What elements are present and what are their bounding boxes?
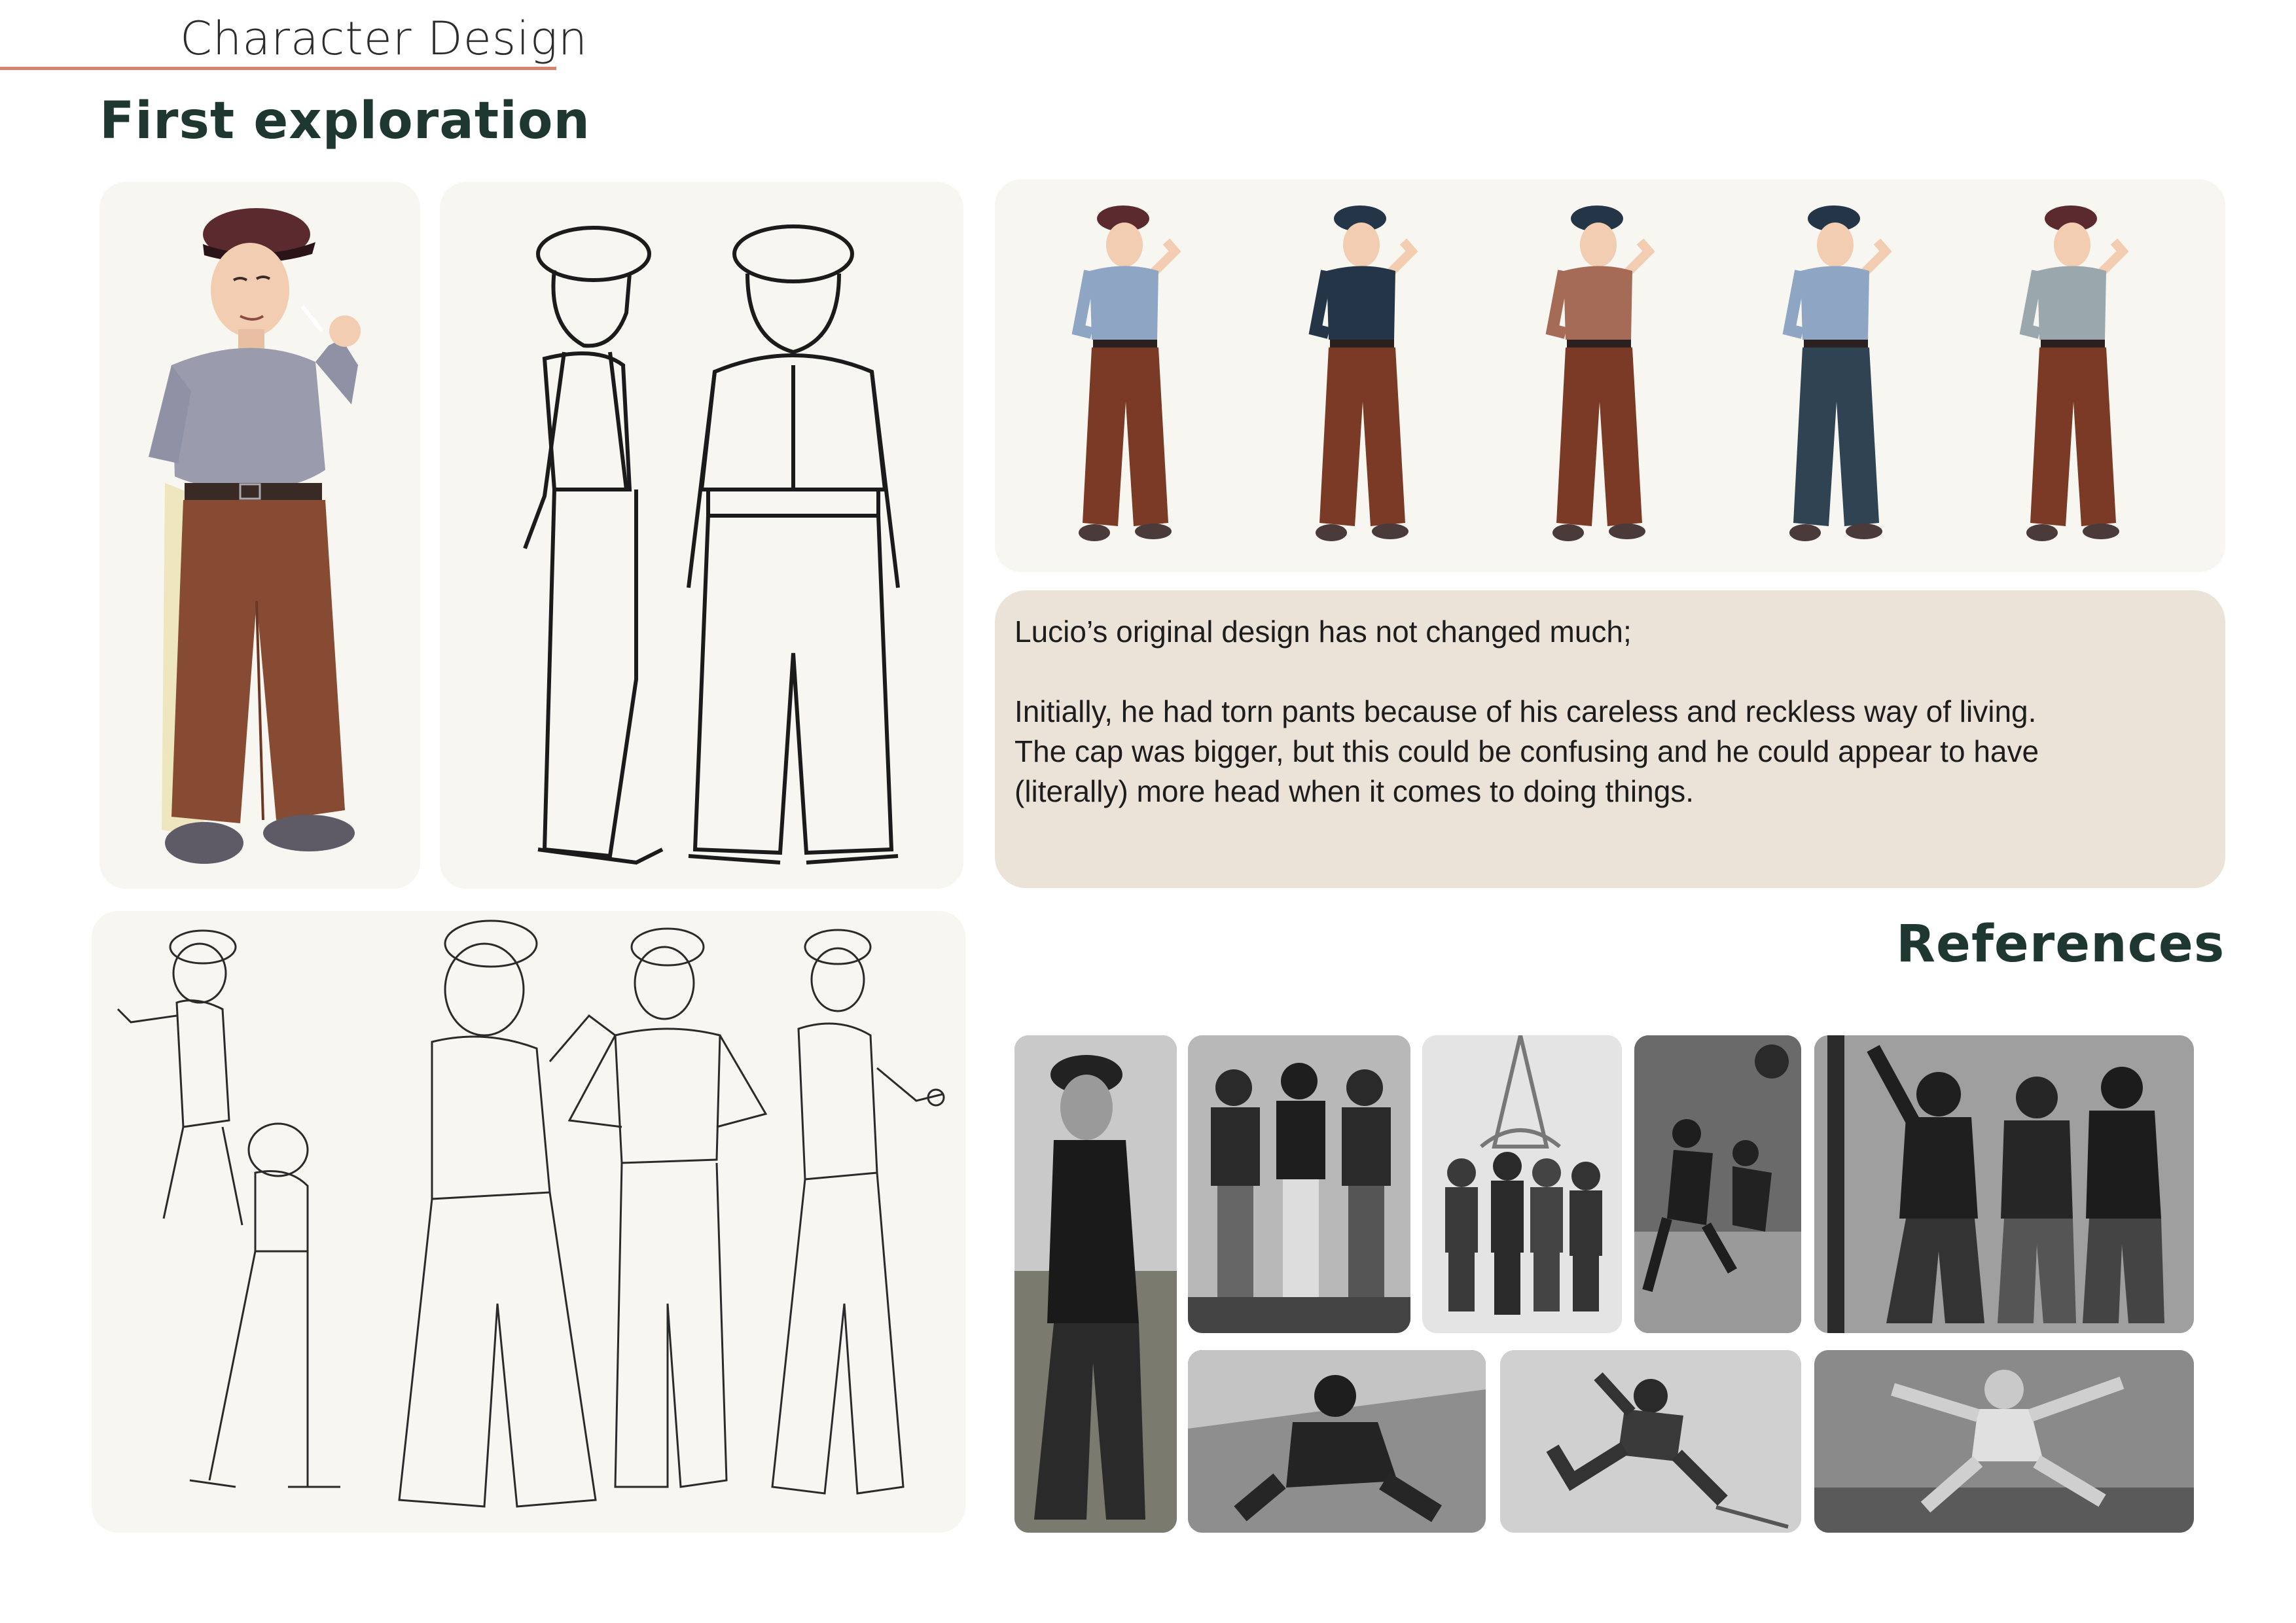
design-notes-text	[1014, 612, 2193, 812]
references-title: References	[1896, 915, 2225, 974]
reference-photo-boy-leaping	[1500, 1350, 1801, 1533]
reference-photo-street-kids-jumping	[1634, 1035, 1801, 1333]
photo-content	[1188, 1350, 1486, 1533]
color-variant-figure	[1789, 205, 1886, 541]
photo-content	[1014, 1035, 1177, 1533]
notes-line-2: Initially, he had torn pants because of his careless and reckless way of living.	[1014, 694, 2037, 728]
reference-photo-boy-flying-arms-out	[1814, 1350, 2194, 1533]
photo-content	[1814, 1350, 2194, 1533]
turnaround-line-sketch	[440, 182, 963, 889]
photo-content	[1422, 1035, 1622, 1333]
color-variant-figure	[1079, 205, 1175, 541]
reference-photo-three-boys-walking	[1814, 1035, 2194, 1333]
photo-content	[1814, 1035, 2194, 1333]
section-label: Character Design	[180, 12, 588, 65]
gesture-pencil-sketches	[92, 911, 965, 1533]
color-variants-panel	[995, 179, 2225, 572]
photo-content	[1500, 1350, 1801, 1533]
section-divider	[0, 67, 556, 70]
character-illustration-panel	[99, 182, 420, 889]
color-variant-figure	[2026, 205, 2123, 541]
photo-content	[1188, 1035, 1410, 1333]
gesture-sketches-panel	[92, 911, 965, 1533]
notes-line-4: (literally) more head when it comes to doing things.	[1014, 774, 1695, 808]
notes-line-1: Lucio’s original design has not changed much;	[1014, 615, 1632, 649]
character-color-illustration	[99, 182, 420, 889]
notes-line-3: The cap was bigger, but this could be confusing and he could appear to have	[1014, 734, 2039, 768]
page-title: First exploration	[99, 92, 590, 151]
turnaround-sketch-panel	[440, 182, 963, 889]
reference-photo-boy-in-cap	[1014, 1035, 1177, 1533]
reference-photo-boy-sitting-ground	[1188, 1350, 1486, 1533]
color-variant-figure	[1552, 205, 1649, 541]
reference-photo-eiffel-tower-group	[1422, 1035, 1622, 1333]
reference-photo-three-teens-wall	[1188, 1035, 1410, 1333]
color-variant-figure	[1316, 205, 1412, 541]
color-variants-lineup	[995, 179, 2225, 572]
photo-content	[1634, 1035, 1801, 1333]
